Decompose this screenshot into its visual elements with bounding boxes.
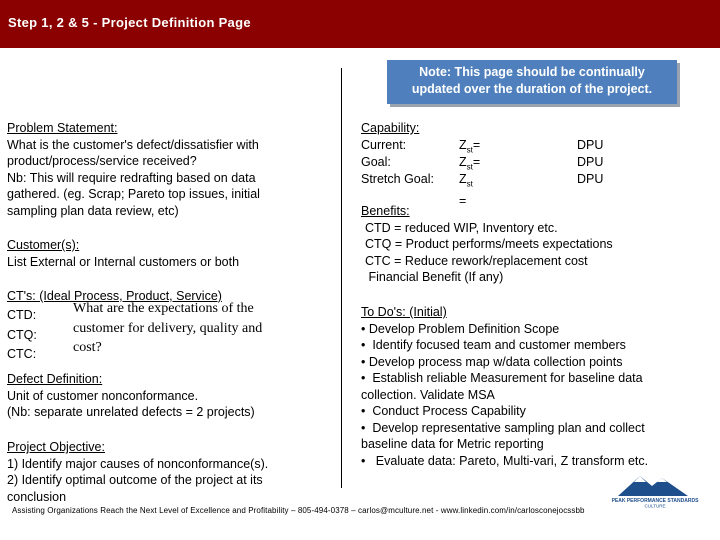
todo-line: • Conduct Process Capability [361, 404, 526, 418]
equals-sign: = [459, 194, 467, 208]
equals-sign: = [472, 155, 481, 169]
customers-line: List External or Internal customers or both [7, 254, 240, 269]
benefit-line: CTC = Reduce rework/replacement cost [365, 253, 588, 268]
note-box [387, 60, 677, 104]
capability-unit: DPU [577, 155, 604, 169]
todo-line: • Develop Problem Definition Scope [361, 321, 560, 336]
todo-line: • Establish reliable Measurement for baseline data [361, 371, 643, 385]
capability-row-current [361, 137, 604, 155]
ctq-label: CTQ: [7, 327, 37, 342]
defect-line: Unit of customer nonconformance. [7, 388, 199, 403]
logo-mountain-icon [610, 470, 700, 508]
problem-statement-section [7, 120, 260, 219]
benefits-section [361, 203, 613, 286]
todo-line: • Develop representative sampling plan and collect [361, 420, 645, 435]
cts-hint-line: customer for delivery, quality and [73, 320, 263, 336]
capability-heading: Capability: [361, 121, 420, 135]
problem-line: sampling plan data review, etc) [7, 203, 179, 218]
cts-hint [73, 299, 262, 358]
capability-label: Stretch Goal: [361, 172, 434, 186]
title-bar [0, 0, 720, 48]
capability-label: Current: [361, 138, 407, 152]
logo-subtext: CULTURE [644, 503, 666, 508]
todo-line: collection. Validate MSA [361, 387, 495, 402]
z-symbol: Z [459, 138, 467, 152]
capability-unit: DPU [577, 138, 604, 152]
footer-text: Assisting Organizations Reach the Next Level of Excellence and Profitability – 805-494-0378 – carlos@mculture.net - www.linkedin.com/in/carlosconejocssbb [12, 506, 585, 515]
todo-line: • Evaluate data: Pareto, Multi-vari, Z transform etc. [361, 453, 649, 468]
capability-table [361, 137, 604, 208]
customers-heading: Customer(s): [7, 238, 80, 252]
cts-hint-line: cost? [73, 340, 102, 355]
problem-line: Nb: This will require redrafting based on data [7, 170, 256, 185]
todo-section [361, 304, 648, 469]
defect-line: (Nb: separate unrelated defects = 2 projects) [7, 405, 255, 419]
benefit-line: Financial Benefit (If any) [365, 270, 504, 284]
capability-row-goal [361, 154, 604, 172]
problem-line: product/process/service received? [7, 154, 197, 168]
note-line-2: updated over the duration of the project. [411, 82, 653, 96]
cts-hint-line: What are the expectations of the [73, 301, 254, 316]
todo-line: baseline data for Metric reporting [361, 437, 544, 451]
logo-text: PEAK PERFORMANCE STANDARDS [611, 498, 699, 504]
objective-section [7, 439, 268, 505]
z-subscript: st [466, 162, 473, 172]
capability-row-stretch [361, 171, 604, 208]
cts-labels [7, 306, 37, 365]
capability-label: Goal: [361, 155, 391, 169]
defect-heading: Defect Definition: [7, 372, 103, 386]
company-logo [610, 470, 700, 508]
z-symbol: Z [459, 155, 467, 169]
todo-line: • Develop process map w/data collection points [361, 354, 623, 369]
capability-section [361, 120, 419, 137]
objective-line: 2) Identify optimal outcome of the project at its [7, 473, 263, 487]
problem-statement-heading: Problem Statement: [7, 121, 118, 135]
z-subscript: st [466, 179, 473, 189]
z-symbol: Z [459, 172, 467, 186]
capability-unit: DPU [577, 172, 604, 186]
customers-section [7, 237, 239, 270]
todo-line: • Identify focused team and customer members [361, 338, 626, 352]
problem-line: gathered. (eg. Scrap; Pareto top issues, initial [7, 187, 260, 201]
equals-sign: = [472, 138, 481, 152]
column-divider [341, 68, 342, 488]
objective-heading: Project Objective: [7, 440, 105, 454]
problem-line: What is the customer's defect/dissatisfier with [7, 137, 259, 152]
cts-heading: CT's: (Ideal Process, Product, Service) [7, 289, 222, 303]
benefits-heading: Benefits: [361, 204, 410, 218]
objective-line: 1) Identify major causes of nonconformance(s). [7, 456, 269, 471]
benefit-line: CTQ = Product performs/meets expectations [365, 237, 613, 251]
defect-section [7, 371, 255, 421]
z-subscript: st [466, 145, 473, 155]
benefit-line: CTD = reduced WIP, Inventory etc. [365, 220, 558, 235]
ctc-label: CTC: [7, 347, 37, 361]
ctd-label: CTD: [7, 308, 37, 322]
page-title: Step 1, 2 & 5 - Project Definition Page [8, 15, 251, 30]
todo-heading: To Do's: (Initial) [361, 305, 447, 319]
note-line-1: Note: This page should be continually [419, 65, 645, 79]
objective-line: conclusion [7, 489, 67, 504]
